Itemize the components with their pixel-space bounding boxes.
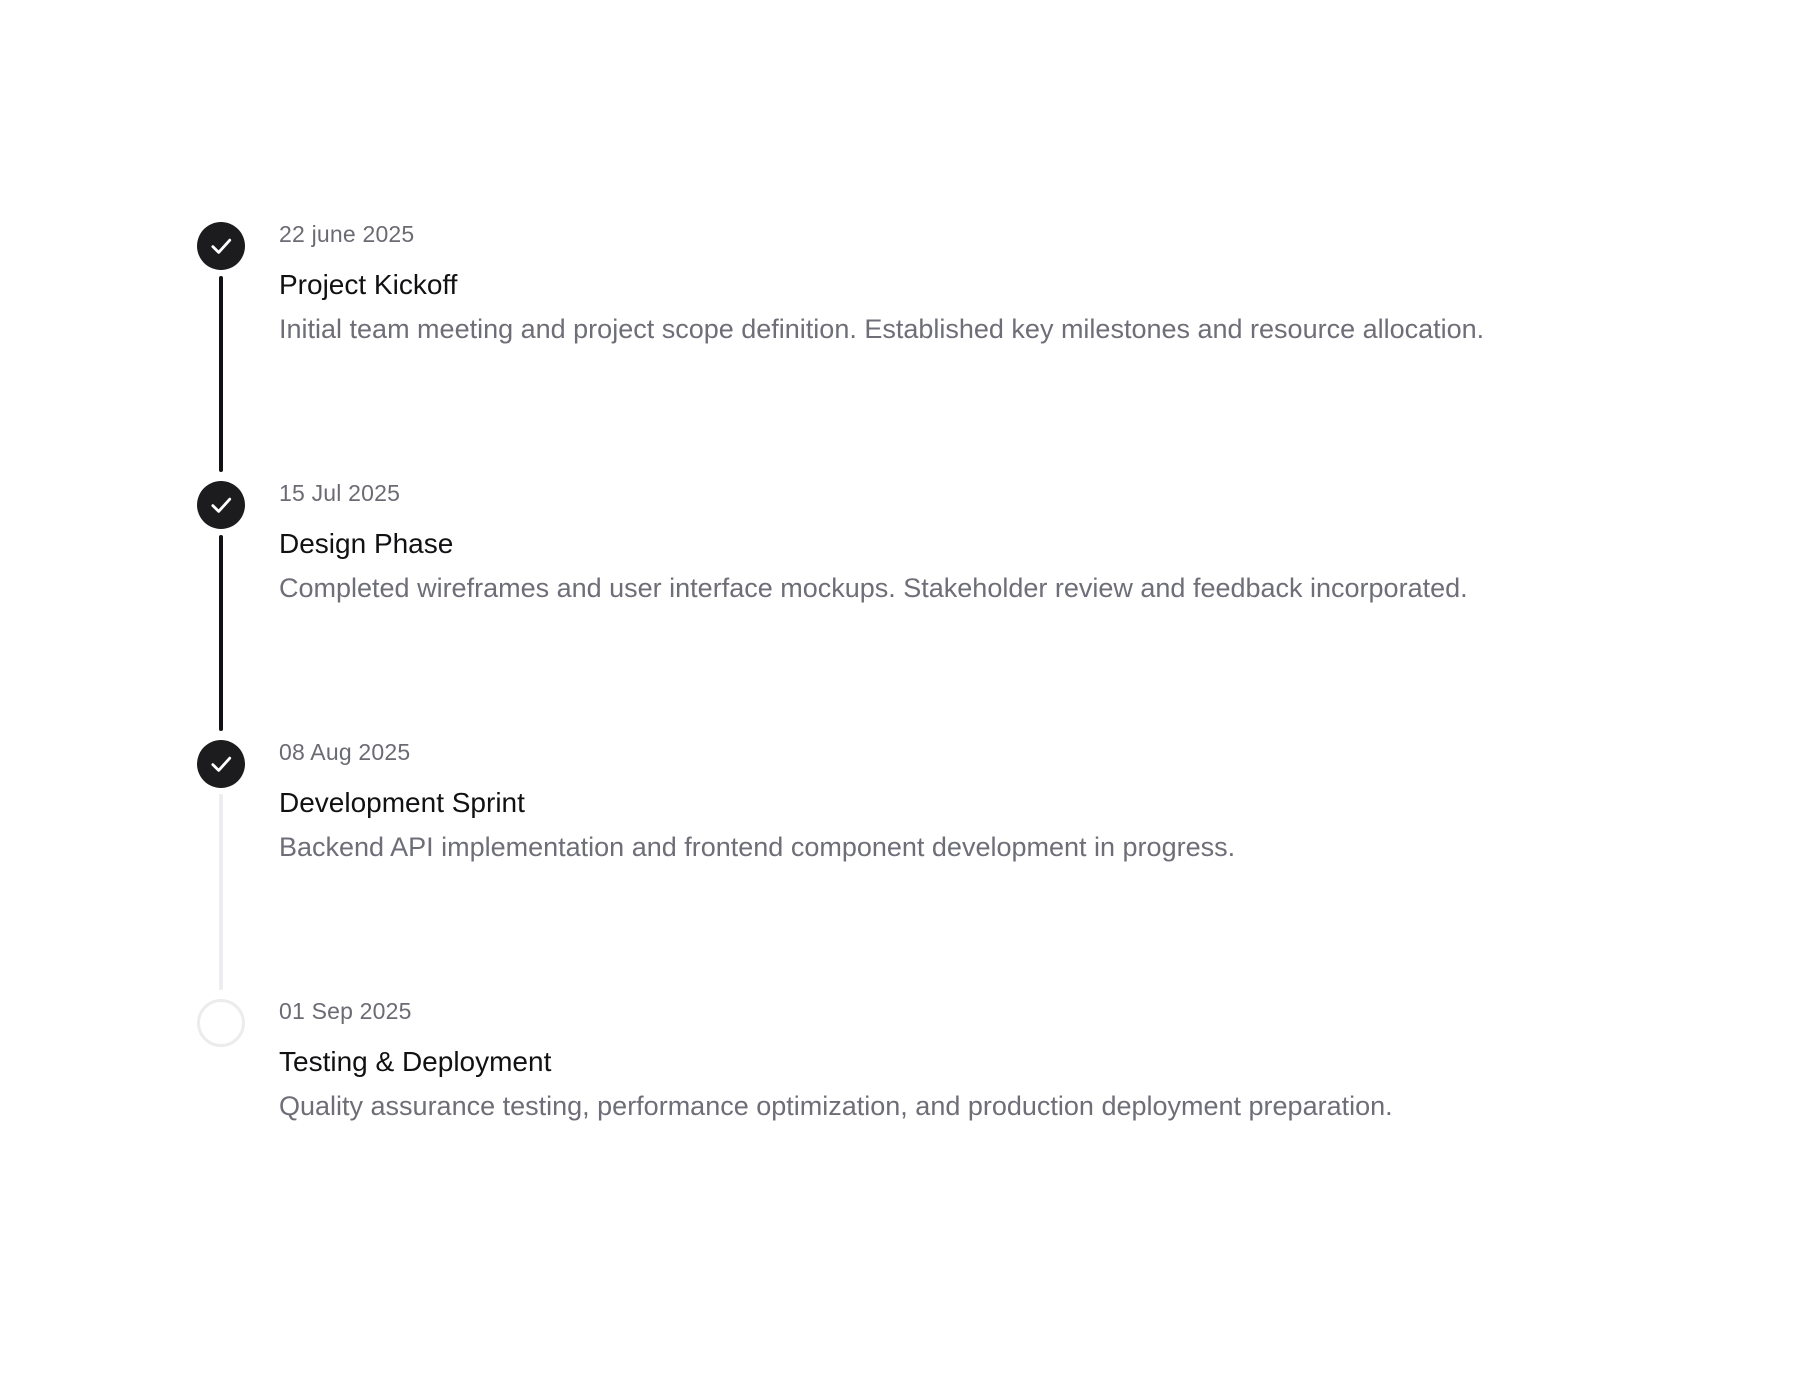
event-description: Completed wireframes and user interface mockups. Stakeholder review and feedback incorporated. bbox=[279, 573, 1468, 603]
event-title: Project Kickoff bbox=[279, 269, 458, 300]
timeline-event-content bbox=[279, 997, 1579, 1126]
timeline-connector bbox=[219, 535, 223, 731]
event-title: Design Phase bbox=[279, 528, 454, 559]
timeline-event-project-kickoff bbox=[197, 220, 1597, 479]
timeline-marker-completed bbox=[197, 740, 245, 788]
event-date: 22 june 2025 bbox=[279, 221, 415, 247]
timeline-event-design-phase bbox=[197, 479, 1597, 738]
event-date: 01 Sep 2025 bbox=[279, 998, 412, 1024]
check-icon bbox=[207, 232, 235, 260]
timeline-event-testing-deployment bbox=[197, 997, 1597, 1197]
check-icon bbox=[207, 491, 235, 519]
timeline-connector bbox=[219, 276, 223, 472]
timeline bbox=[197, 220, 1597, 1197]
event-title: Testing & Deployment bbox=[279, 1046, 552, 1077]
event-title: Development Sprint bbox=[279, 787, 525, 818]
event-description: Backend API implementation and frontend component development in progress. bbox=[279, 832, 1236, 862]
timeline-marker-completed bbox=[197, 481, 245, 529]
timeline-marker-completed bbox=[197, 222, 245, 270]
timeline-event-development-sprint bbox=[197, 738, 1597, 997]
timeline-marker-pending bbox=[197, 999, 245, 1047]
event-date: 15 Jul 2025 bbox=[279, 480, 401, 506]
event-description: Initial team meeting and project scope definition. Established key milestones and resource allocation. bbox=[279, 314, 1485, 344]
check-icon bbox=[207, 750, 235, 778]
timeline-event-content bbox=[279, 220, 1579, 349]
timeline-event-content bbox=[279, 479, 1579, 608]
event-description: Quality assurance testing, performance optimization, and production deployment preparation. bbox=[279, 1091, 1393, 1121]
timeline-connector bbox=[219, 794, 223, 990]
event-date: 08 Aug 2025 bbox=[279, 739, 411, 765]
timeline-event-content bbox=[279, 738, 1579, 867]
